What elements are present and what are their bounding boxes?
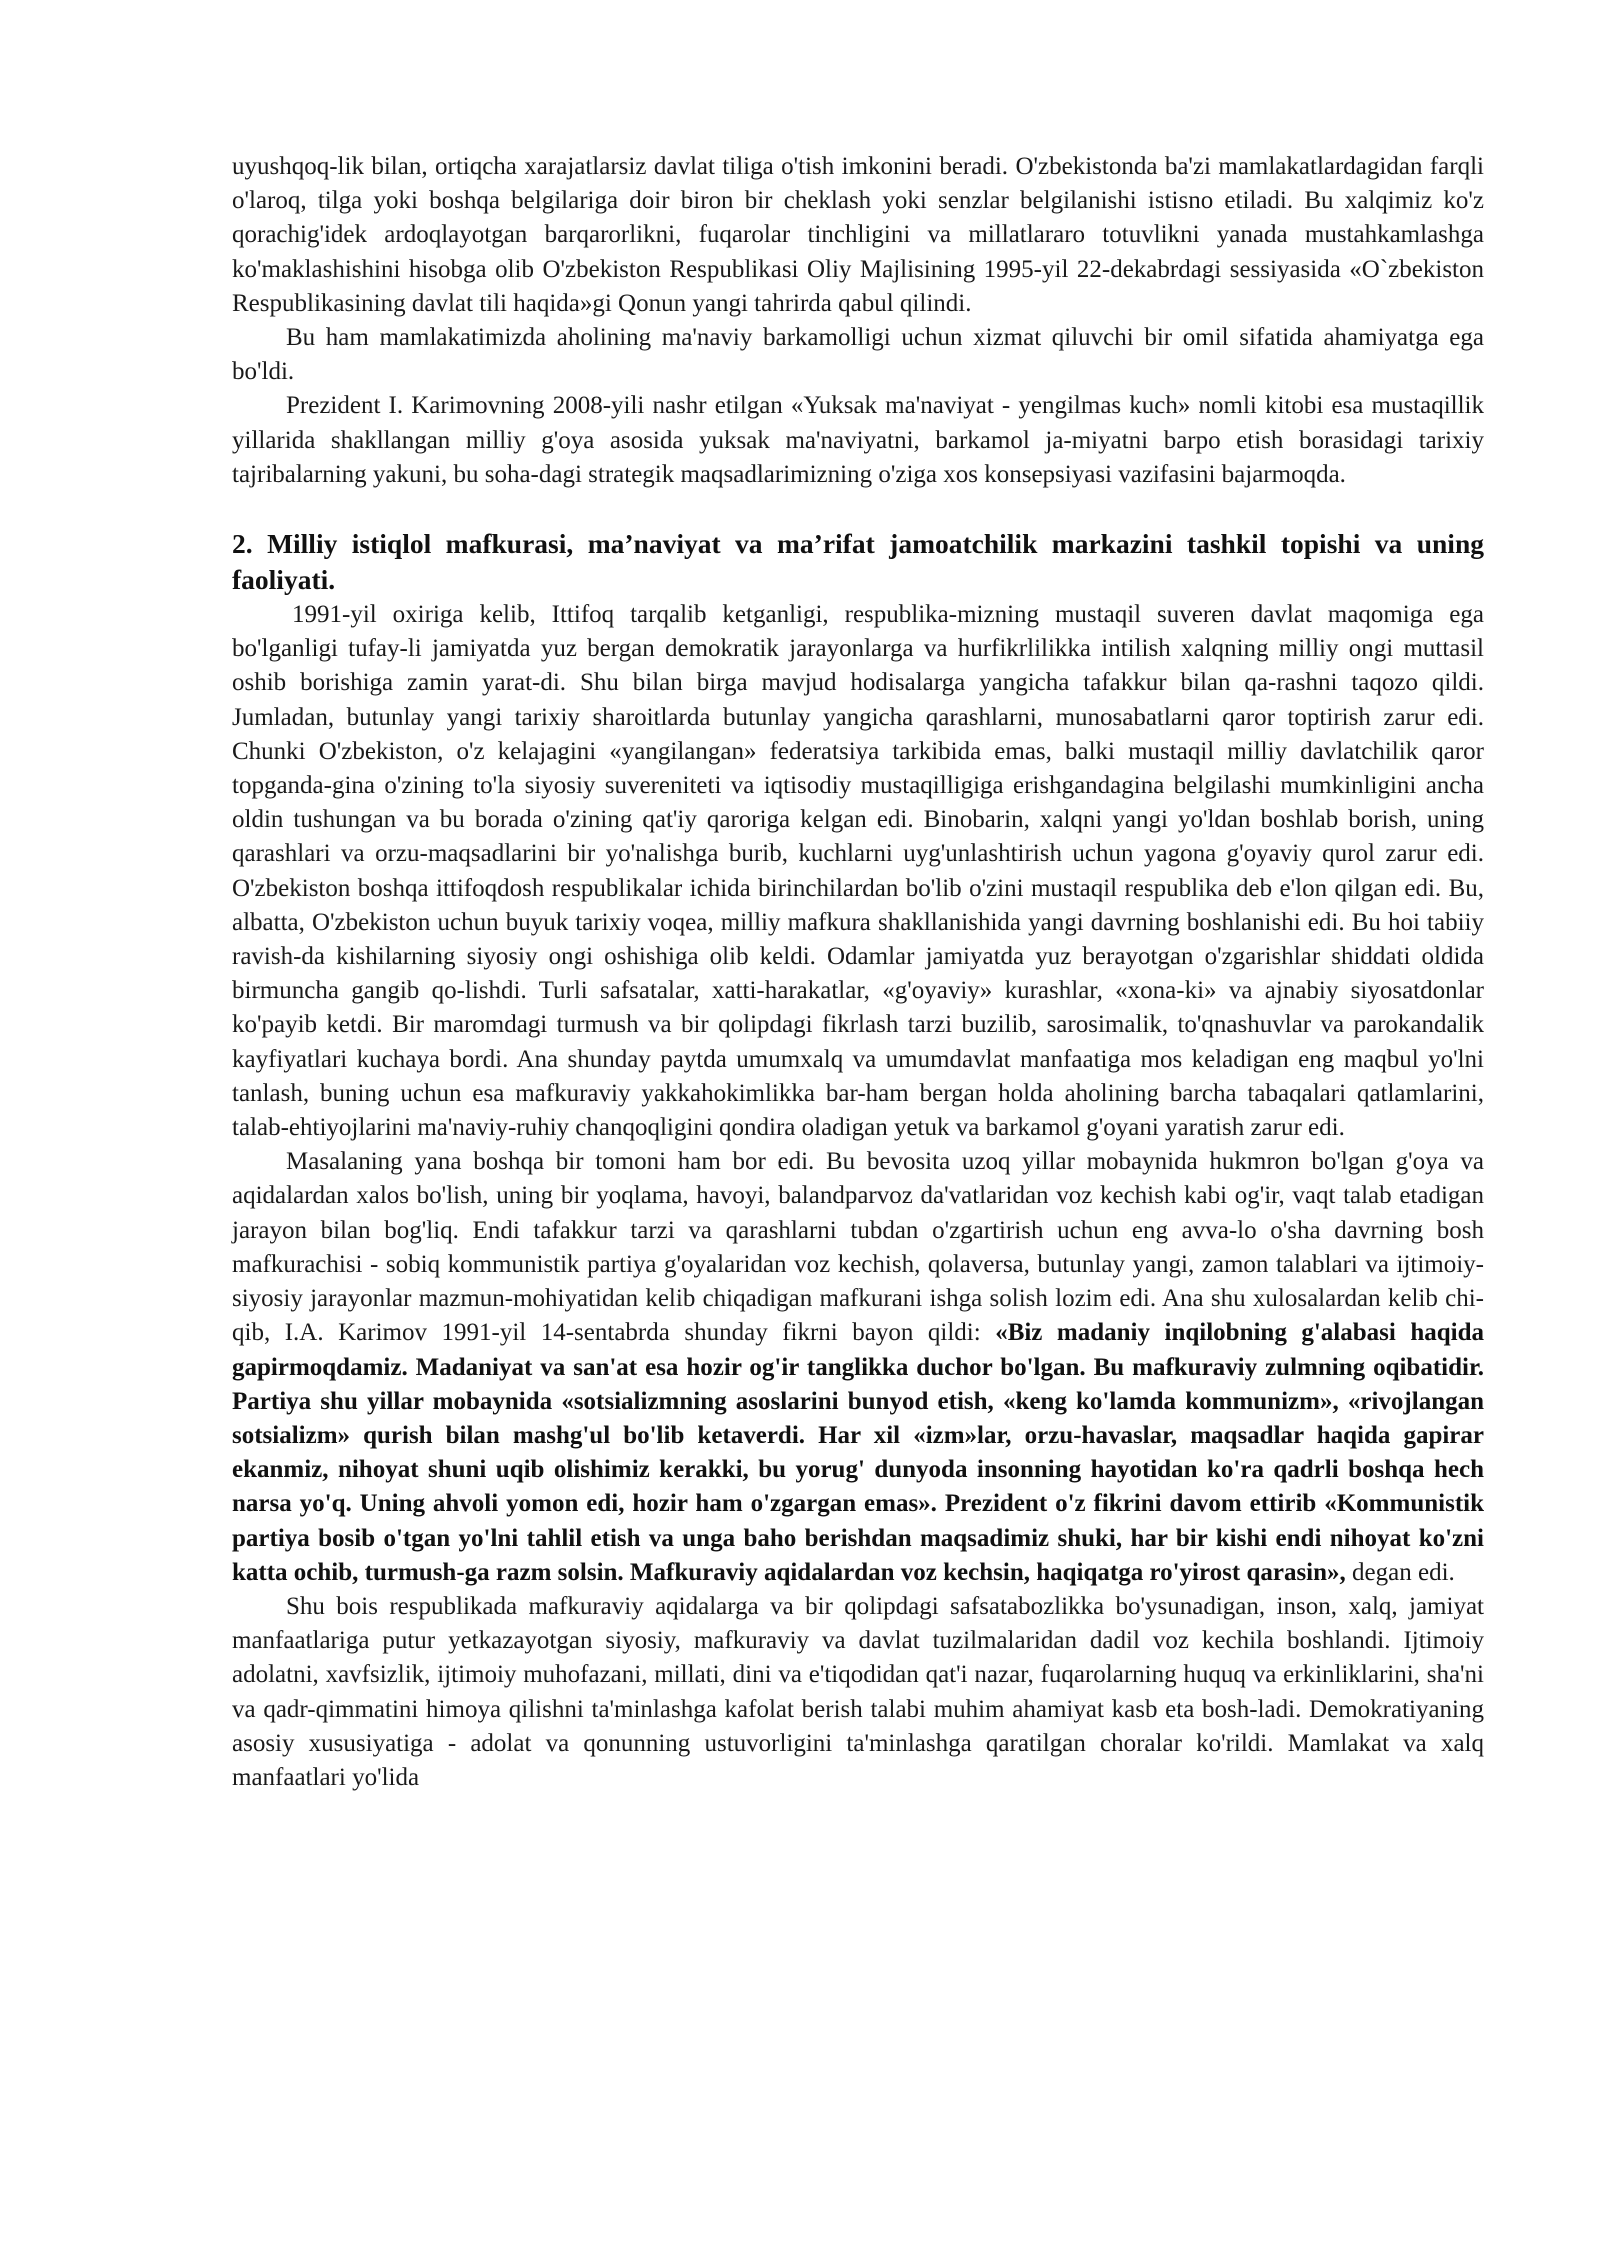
paragraph-ideology-rejection	[232, 1145, 1484, 1590]
paragraph-state-language: uyushqoq-lik bilan, ortiqcha xarajatlarsiz davlat tiliga o'tish imkonini beradi. O'zbekistonda ba'zi mamlakatlardagidan farqli o'laroq, tilga yoki boshqa belgilariga doir biron bir cheklash yoki senzlar belgilanishi istisno etiladi. Bu xalqimiz ko'z qorachig'idek ardoqlayotgan barqarorlikni, fuqarolar tinchligini va millatlararo totuvlikni yanada mustahkamlashga ko'maklashishini hisobga olib O'zbekiston Respublikasi Oliy Majlisining 1995-yil 22-dekabrdagi sessiyasida «O`zbekiston Respublikasining davlat tili haqida»gi Qonun yangi tahrirda qabul qilindi.	[232, 153, 1484, 317]
paragraph-tail-text: degan edi.	[1345, 1558, 1455, 1586]
paragraph-democratic-reforms: Shu bois respublikada mafkuraviy aqidalarga va bir qolipdagi safsatabozlikka bo'ysunadigan, inson, xalq, jamiyat manfaatlariga putur yetkazayotgan siyosiy, mafkuraviy va davlat tuzilmalaridan dadil voz kechila boshlandi. Ijtimoiy adolatni, xavfsizlik, ijtimoiy muhofazani, millati, dini va e'tiqodidan qat'i nazar, fuqarolarning huquq va erkinliklarini, sha'ni va qadr-qimmatini himoya qilishni ta'minlashga kafolat berish talabi muhim ahamiyat kasb eta bosh-ladi. Demokratiyaning asosiy xususiyatiga - adolat va qonunning ustuvorligini ta'minlashga qaratilgan choralar ko'rildi. Mamlakat va xalq manfaatlari yo'lida	[232, 1592, 1484, 1791]
paragraph-spiritual-maturity: Bu ham mamlakatimizda aholining ma'naviy barkamolligi uchun xizmat qiluvchi bir omil sifatida ahamiyatga ega bo'ldi.	[232, 324, 1484, 386]
paragraph-karimov-book: Prezident I. Karimovning 2008-yili nashr etilgan «Yuksak ma'naviyat - yengilmas kuch» nomli kitobi esa mustaqillik yillarida shakllangan milliy g'oya asosida yuksak ma'naviyatni, barkamol ja-miyatni barpo etish borasidagi tarixiy tajribalarning yakuni, bu soha-dagi strategik maqsadlarimizning o'ziga xos konsepsiyasi vazifasini bajarmoqda.	[232, 392, 1484, 488]
karimov-quote: «Biz madaniy inqilobning g'alabasi haqida gapirmoqdamiz. Madaniyat va san'at esa hozir og'ir tanglikka duchor bo'lgan. Bu mafkuraviy zulmning oqibatidir. Partiya shu yillar mobaynida «sotsializmning asoslarini bunyod etish, «keng ko'lamda kommunizm», «rivojlangan sotsializm» qurish bilan mashg'ul bo'lib ketaverdi. Har xil «izm»lar, orzu-havaslar, maqsadlar haqida gapirar ekanmiz, nihoyat shuni uqib olishimiz kerakki, bu yorug' dunyoda insonning hayotidan ko'ra qadrli boshqa hech narsa yo'q. Uning ahvoli yomon edi, hozir ham o'zgargan emas». Prezident o'z fikrini davom ettirib «Kommunistik partiya bosib o'tgan yo'lni tahlil etish va unga baho berishdan maqsadimiz shuki, har bir kishi endi nihoyat ko'zni katta ochib, turmush-ga razm solsin. Mafkuraviy aqidalardan voz kechsin, haqiqatga ro'yirost qarasin»,	[232, 1319, 1484, 1586]
section-heading: 2. Milliy istiqlol mafkurasi, ma’naviyat va ma’rifat jamoatchilik markazini tashkil topishi va uning faoliyati.	[232, 528, 1484, 596]
document-page	[232, 150, 1484, 1795]
paragraph-independence-1991: 1991-yil oxiriga kelib, Ittifoq tarqalib ketganligi, respublika-mizning mustaqil suveren davlat maqomiga ega bo'lganligi tufay-li jamiyatda yuz bergan demokratik jarayonlarga va hurfikrlilikka intilish xalqning milliy ongi muttasil oshib borishiga zamin yarat-di. Shu bilan birga mavjud hodisalarga yangicha tafakkur bilan qa-rashni taqozo qildi. Jumladan, butunlay yangi tarixiy sharoitlarda butunlay yangicha qarashlarni, munosabatlarni qaror toptirish zarur edi. Chunki O'zbekiston, o'z kelajagini «yangilangan» federatsiya tarkibida emas, balki mustaqil milliy davlatchilik qaror topganda-gina o'zining to'la siyosiy suvereniteti va iqtisodiy mustaqilligiga erishgandagina belgilashi mumkinligini ancha oldin tushungan va bu borada o'zining qat'iy qaroriga kelgan edi. Binobarin, xalqni yangi yo'ldan boshlab borish, uning qarashlari va orzu-maqsadlarini bir yo'nalishga burib, kuchlarni uyg'unlashtirish uchun yagona g'oyaviy qurol zarur edi. O'zbekiston boshqa ittifoqdosh respublikalar ichida birinchilardan bo'lib o'zini mustaqil respublika deb e'lon qilgan edi. Bu, albatta, O'zbekiston uchun buyuk tarixiy voqea, milliy mafkura shakllanishida yangi davrning boshlanishi edi. Bu hoi tabiiy ravish-da kishilarning siyosiy ongi oshishiga olib keldi. Odamlar jamiyatda yuz berayotgan o'zgarishlar shiddati oldida birmuncha gangib qo-lishdi. Turli safsatalar, xatti-harakatlar, «g'oyaviy» kurashlar, «xona-ki» va ajnabiy siyosatdonlar ko'payib ketdi. Bir maromdagi turmush va bir qolipdagi fikrlash tarzi buzilib, sarosimalik, to'qnashuvlar va parokandalik kayfiyatlari kuchaya bordi. Ana shunday paytda umumxalq va umumdavlat manfaatiga mos keladigan eng maqbul yo'lni tanlash, buning uchun esa mafkuraviy yakkahokimlikka bar-ham bergan holda aholining barcha tabaqalari qatlamlarini, talab-ehtiyojlarini ma'naviy-ruhiy chanqoqligini qondira oladigan yetuk va barkamol g'oyani yaratish zarur edi.	[232, 601, 1484, 1142]
paragraph-lead-text: Masalaning yana boshqa bir tomoni ham bor edi. Bu bevosita uzoq yillar mobaynida hukmron bo'lgan g'oya va aqidalardan xalos bo'lish, uning bir yoqlama, havoyi, balandparvoz da'vatlaridan voz kechish kabi og'ir, vaqt talab etadigan jarayon bilan bog'liq. Endi tafakkur tarzi va qarashlarni tubdan o'zgartirish uchun eng avva-lo o'sha davrning bosh mafkurachisi - sobiq kommunistik partiya g'oyalaridan voz kechish, qolaversa, butunlay yangi, zamon talablari va ijtimoiy-siyosiy jarayonlar mazmun-mohiyatidan kelib chiqadigan mafkurani ishga solish lozim edi. Ana shu xulosalardan kelib chi-qib, I.A. Karimov 1991-yil 14-sentabrda shunday fikrni bayon qildi:	[232, 1148, 1484, 1347]
